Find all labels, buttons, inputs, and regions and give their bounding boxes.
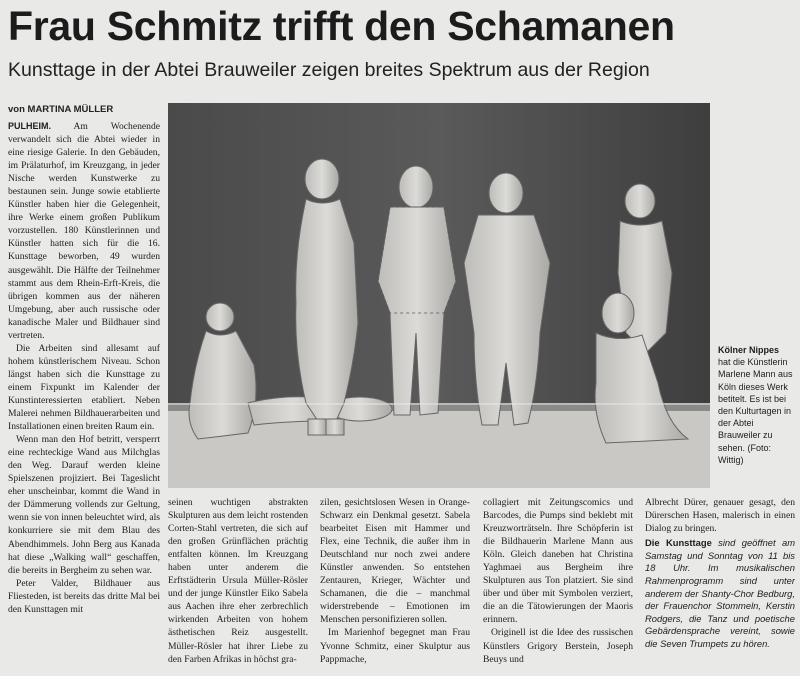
- dateline: PULHEIM.: [8, 121, 52, 131]
- paragraph: Wenn man den Hof betritt, versperrt eine rechteckige Wand aus Milchglas den Weg. Darauf werden kleine Spielszenen projiziert. Bei Tageslicht eher unscheinbar, kommt die Wand in der Dämmerung vollends zur Geltung, wenn sie von innen beleuchtet wird, als konkurriere sie mit dem Blau des Abendhimmels. John Berg aus Kanada hat diese „Walking wall“ geschaffen, die bereits in Bergheim zu sehen war.: [8, 434, 160, 576]
- paragraph: zilen, gesichtslosen Wesen in Orange-Schwarz ein Denkmal gesetzt. Sabela bearbeitet Eisen mit Hammer und Flex, eine Technik, die außer ihm in Deutschland nur noch zwei andere Künstler anwenden. So entstehen Zentauren, Krieger, Wächter und Schamanen, die die – manchmal widerstrebende – Emotionen im Menschen personifizieren sollen.: [320, 497, 470, 626]
- info-title: Die Kunsttage: [645, 537, 712, 549]
- caption-title: Kölner Nippes: [718, 345, 780, 355]
- paragraph: seinen wuchtigen abstrakten Skulpturen aus dem leicht rostenden Corten-Stahl vertreten, die sich auf den großen Grünflächen prächtig entfalten können. Im Kreuzgang haben unter anderem die Erftstädterin Ursula Müller-Rösler und der junge Künstler Eiko Sabela aus Aachen ihre eher zerbrechlich wirkenden Arbeiten von hohem ästhetischen Reiz ausgestellt. Müller-Rösler hat ihrer Liebe zu den Farben Afrikas in höchst gra-: [168, 497, 308, 665]
- byline: von MARTINA MÜLLER: [8, 104, 114, 115]
- paragraph: collagiert mit Zeitungscomics und Barcodes, die Pumps sind beklebt mit Kreuzworträtseln. Ihre Schöpferin ist die Bildhauerin Marlene Mann aus Köln. Gleich daneben hat Christina Yaghmaei aus Bergheim ihre Skulpturen aus Ton platziert. Sie sind über und über mit Symbolen verziert, die an die Tätowierungen der Maoris erinnern.: [483, 497, 633, 626]
- headline: Frau Schmitz trifft den Schamanen: [8, 3, 675, 49]
- caption-text: hat die Künstlerin Marlene Mann aus Köln dieses Werk betitelt. Es ist bei den Kulturtagen in der Abtei Brauweiler zu sehen. (Foto: Wittig): [718, 357, 793, 465]
- info-text: sind geöffnet am Samstag und Sonntag von 11 bis 18 Uhr. Im musikalischen Rahmenprogramm sind unter anderem der Shanty-Chor Bedburg, der Frauenchor Stommeln, Kerstin Rodgers, die Tanz und poetische Gebärdensprache vereint, sowie die Seven Trumpets zu hören.: [645, 537, 795, 649]
- paragraph: Im Marienhof begegnet man Frau Yvonne Schmitz, einer Skulptur aus Pappmache,: [320, 627, 470, 665]
- article-column-1: [8, 120, 160, 676]
- photo-caption: [718, 344, 798, 466]
- article-column-3: [320, 496, 470, 676]
- paragraph: Originell ist die Idee des russischen Künstlers Grigory Berstein, Joseph Beuys und: [483, 627, 633, 665]
- article-column-4: [483, 496, 633, 676]
- info-box: [645, 537, 795, 650]
- sculpture-photo: [168, 103, 710, 488]
- paragraph: Albrecht Dürer, genauer gesagt, den Dürerschen Hasen, malerisch in einen Dialog zu bringen.: [645, 497, 795, 535]
- paragraph: [8, 120, 160, 342]
- paragraph-text: Am Wochenende verwandelt sich die Abtei wieder in eine riesige Galerie. In den Gebäuden, im Prälaturhof, im Kreuzgang, in jeder Nische werden Kunstwerke zu bestaunen sein. Junge sowie etablierte Künstler haben hier die Gelegenheit, ihre Werke einem großen Publikum vorzustellen. 180 Künstlerinnen und Künstler hatten sich für die 16. Kunsttage beworben, 49 wurden ausgewählt. Die Hälfte der Teilnehmer stammt aus dem Rhein-Erft-Kreis, die übrigen kommen aus der näheren Umgebung, aber auch russische oder kanadische Maler und Bildhauer sind vertreten.: [8, 121, 160, 341]
- photo-illustration: [168, 103, 710, 488]
- article-column-5: [645, 496, 795, 676]
- subheadline: Kunsttage in der Abtei Brauweiler zeigen breites Spektrum aus der Region: [8, 59, 650, 81]
- paragraph: Die Arbeiten sind allesamt auf hohem künstlerischem Niveau. Schon längst haben sich die Kunsttage zu einem Fixpunkt im Kalender der Kunstinteressierten etabliert. Neben Malerei nehmen Bildhauerarbeiten und Installationen einen breiten Raum ein.: [8, 342, 160, 433]
- article-column-2: [168, 496, 308, 676]
- paragraph: Peter Valder, Bildhauer aus Fliesteden, ist bereits das dritte Mal bei den Kunsttagen mit: [8, 577, 160, 615]
